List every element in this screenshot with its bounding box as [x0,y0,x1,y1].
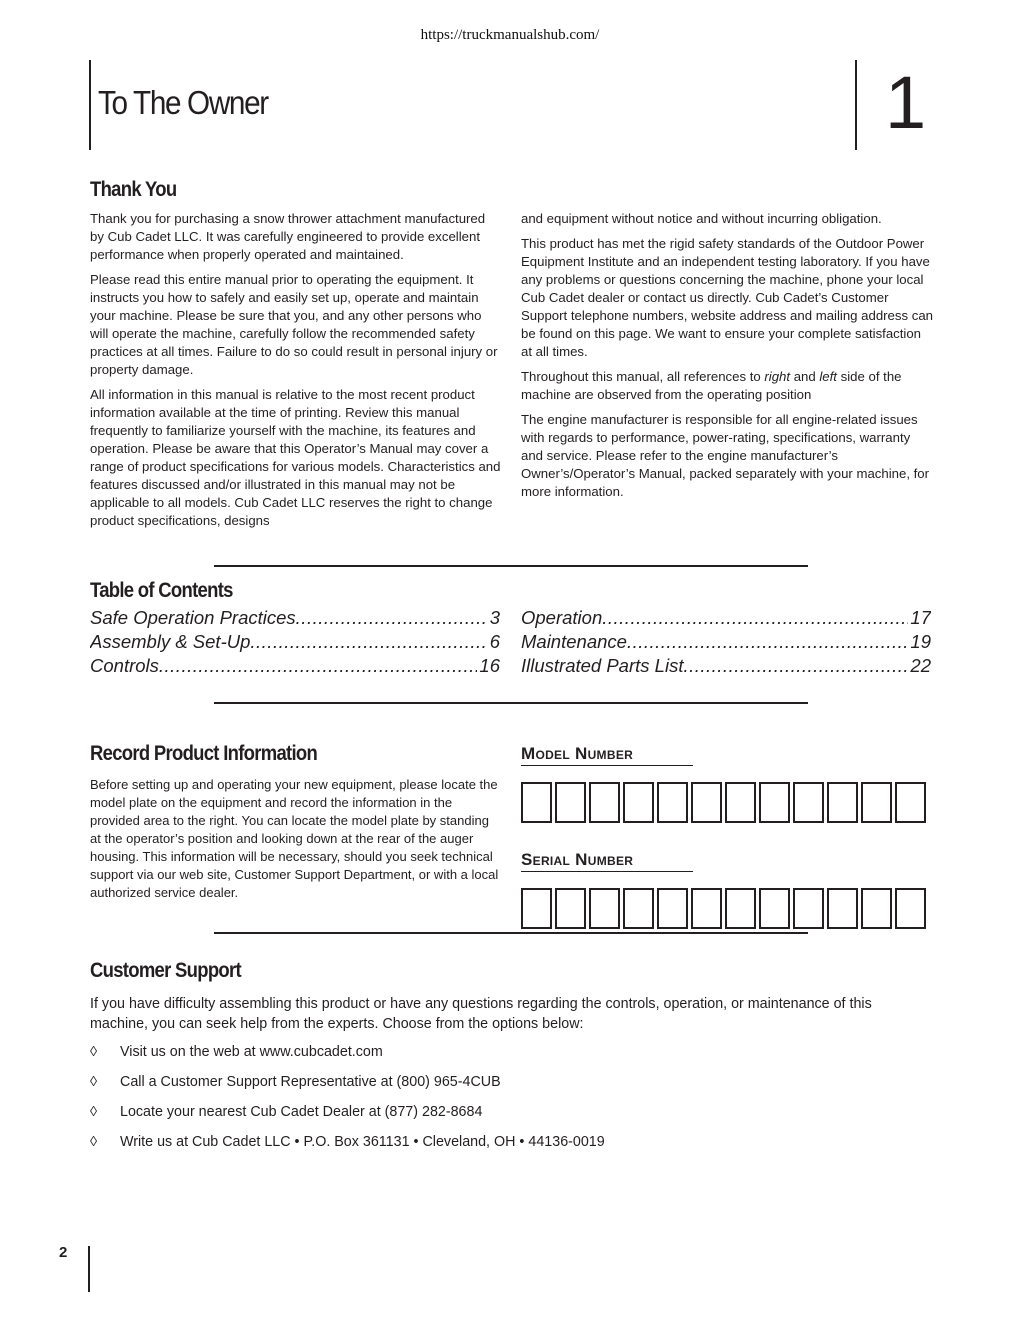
support-option [90,1134,605,1150]
thank-you-left-column [90,210,502,537]
toc-entry-title: Controls [90,655,159,676]
toc-entry-title: Operation [521,607,603,628]
toc-leader-dots [296,606,488,630]
support-option-text[interactable]: Call a Customer Support Representative at (800) 965-4CUB [120,1074,501,1090]
thank-you-paragraph-7: The engine manufacturer is responsible for all engine-related issues with regards to performance, power-rating, specifications, warranty and service. Please refer to the engine manufacturer’s Owner’s/Operator’s Manual, packed separately with your machine, for more information. [521,412,930,499]
thank-you-paragraph-3: All information in this manual is relative to the most recent product information available at the time of printing. Review this manual frequently to familiarize yourself with the machine, its features and operation. Please be aware that this Operator’s Manual may cover a range of product specifications for various models. Characteristics and features discussed and/or illustrated in this manual may not be applicable to all models. Cub Cadet LLC reserves the right to change product specifications, designs [90,387,501,528]
diamond-bullet-icon: ◊ [90,1104,98,1120]
digit-entry-box[interactable] [623,782,654,823]
digit-entry-box[interactable] [895,782,926,823]
toc-entry[interactable] [521,630,931,654]
model-number-label: Model Number [521,744,693,766]
toc-right-column [521,606,931,678]
support-intro: If you have difficulty assembling this product or have any questions regarding the controls, operation, or maintenance of this machine, you can seek help from the experts. Choose from the options below: [90,996,872,1032]
digit-entry-box[interactable] [725,782,756,823]
digit-entry-box[interactable] [759,782,790,823]
toc-leader-dots [683,654,908,678]
toc-leader-dots [250,630,487,654]
thank-you-right-column [521,210,933,508]
toc-entry[interactable] [90,654,500,678]
toc-entry-page: 16 [479,655,500,676]
digit-entry-box[interactable] [827,782,858,823]
chapter-number: 1 [885,61,927,144]
toc-entry-title: Assembly & Set-Up [90,631,251,652]
model-number-entry-boxes [521,782,926,823]
toc-entry-title: Safe Operation Practices [90,607,296,628]
digit-entry-box[interactable] [725,888,756,929]
toc-entry[interactable] [90,606,500,630]
thank-you-heading: Thank You [90,178,177,201]
record-heading: Record Product Information [90,742,318,765]
digit-entry-box[interactable] [793,782,824,823]
toc-leader-dots [627,630,908,654]
support-option-text[interactable]: Locate your nearest Cub Cadet Dealer at (877) 282-8684 [120,1104,483,1120]
toc-entry-page: 6 [489,631,500,652]
digit-entry-box[interactable] [793,888,824,929]
record-instructions: Before setting up and operating your new equipment, please locate the model plate on the equipment and record the information in the provided area to the right. You can locate the model plate by standing at the operator’s position and looking down at the rear of the auger housing. This information will be necessary, should you seek technical support via our web site, Customer Support Department, or with a local authorized service dealer. [90,777,499,900]
thank-you-paragraph-2: Please read this entire manual prior to operating the equipment. It instructs you how to safely and easily set up, operate and maintain your machine. Please be sure that you, and any other persons who will operate the machine, carefully follow the recommended safety practices at all times. Failure to do so could result in personal injury or property damage. [90,272,498,377]
left-word: left [819,369,837,384]
digit-entry-box[interactable] [759,888,790,929]
toc-entry-title: Maintenance [521,631,627,652]
diamond-bullet-icon: ◊ [90,1134,98,1150]
support-option [90,1044,383,1060]
toc-entry-title: Illustrated Parts List [521,655,684,676]
right-word: right [764,369,791,384]
footer-rule [88,1246,90,1292]
toc-entry[interactable] [521,606,931,630]
digit-entry-box[interactable] [895,888,926,929]
orientation-text-middle: and [790,369,820,384]
toc-leader-dots [602,606,908,630]
page-number: 2 [59,1244,68,1261]
digit-entry-box[interactable] [827,888,858,929]
toc-entry-page: 22 [910,655,931,676]
support-option-text[interactable]: Visit us on the web at www.cubcadet.com [120,1044,383,1060]
digit-entry-box[interactable] [623,888,654,929]
section-divider-1 [214,565,808,567]
chapter-title: To The Owner [98,84,268,121]
diamond-bullet-icon: ◊ [90,1074,98,1090]
thank-you-paragraph-4: and equipment without notice and without incurring obligation. [521,211,882,226]
diamond-bullet-icon: ◊ [90,1044,98,1060]
digit-entry-box[interactable] [589,782,620,823]
toc-entry-page: 19 [910,631,931,652]
digit-entry-box[interactable] [555,888,586,929]
thank-you-paragraph-5: This product has met the rigid safety standards of the Outdoor Power Equipment Institute and an independent testing laboratory. If you have any problems or questions concerning the machine, phone your local Cub Cadet dealer or contact us directly. Cub Cadet’s Customer Support telephone numbers, website address and mailing address can be found on this page. We want to ensure your complete satisfaction at all times. [521,236,933,359]
section-divider-3 [214,932,808,934]
support-option-text[interactable]: Write us at Cub Cadet LLC • P.O. Box 361131 • Cleveland, OH • 44136-0019 [120,1134,605,1150]
thank-you-paragraph-6 [521,368,933,404]
toc-entry[interactable] [90,630,500,654]
digit-entry-box[interactable] [555,782,586,823]
serial-number-entry-boxes [521,888,926,929]
source-url[interactable]: https://truckmanualshub.com/ [420,27,600,43]
digit-entry-box[interactable] [521,888,552,929]
toc-entry[interactable] [521,654,931,678]
digit-entry-box[interactable] [861,782,892,823]
digit-entry-box[interactable] [521,782,552,823]
digit-entry-box[interactable] [691,782,722,823]
toc-entry-page: 3 [489,607,500,628]
thank-you-paragraph-1: Thank you for purchasing a snow thrower attachment manufactured by Cub Cadet LLC. It was carefully engineered to provide excellent performance when properly operated and maintained. [90,211,486,262]
toc-leader-dots [159,654,478,678]
toc-entry-page: 17 [910,607,931,628]
chapter-title-rule [89,60,91,150]
toc-heading: Table of Contents [90,579,233,602]
chapter-number-rule [855,60,857,150]
digit-entry-box[interactable] [657,888,688,929]
section-divider-2 [214,702,808,704]
support-option [90,1104,482,1120]
serial-number-label: Serial Number [521,850,693,872]
support-option [90,1074,501,1090]
digit-entry-box[interactable] [657,782,688,823]
support-heading: Customer Support [90,959,241,982]
digit-entry-box[interactable] [691,888,722,929]
orientation-text-start: Throughout this manual, all references to [521,369,765,384]
digit-entry-box[interactable] [589,888,620,929]
orientation-text-end: side of the machine are observed from the operating position [521,369,902,402]
toc-left-column [90,606,500,678]
digit-entry-box[interactable] [861,888,892,929]
